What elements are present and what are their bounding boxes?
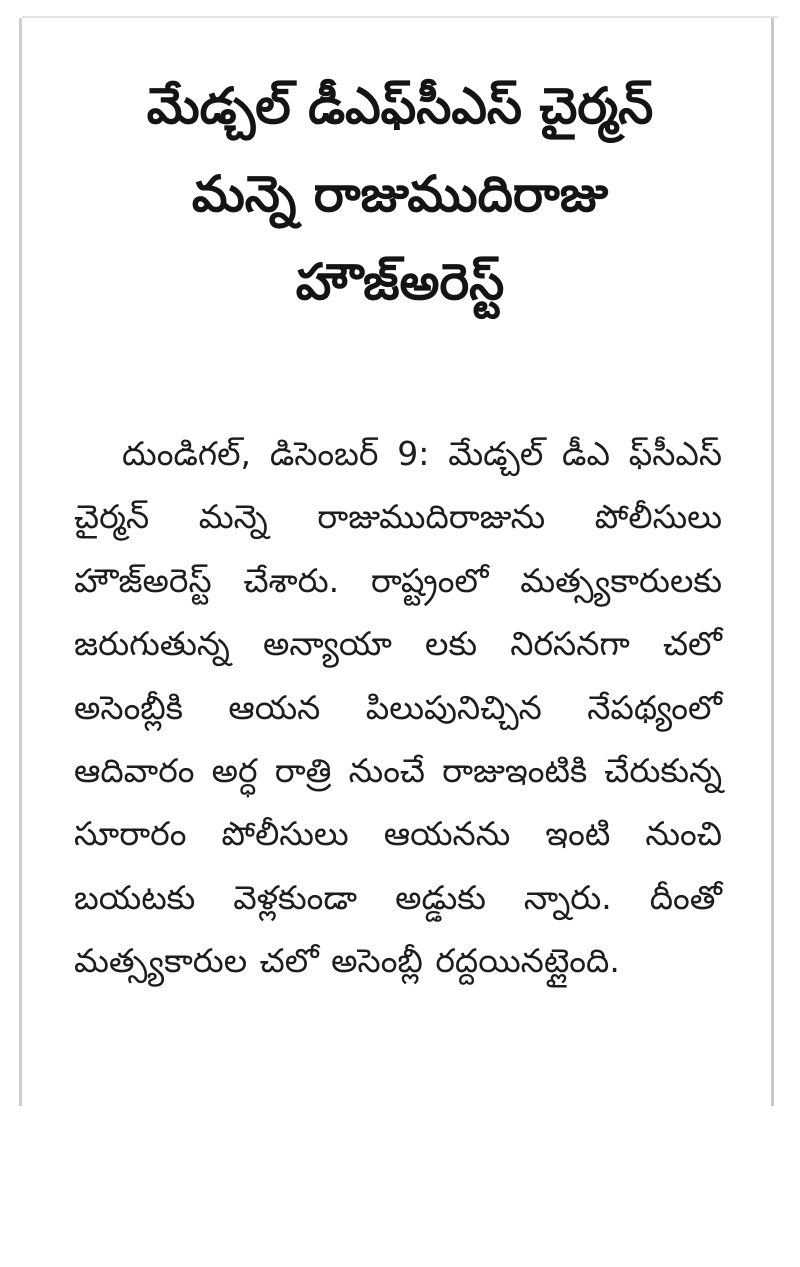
- article-headline: మేడ్చల్ డీఎఫ్‌సీఎస్ చైర్మన్ మన్నె రాజుముదిరాజు హౌజ్‌అరెస్ట్: [146, 77, 654, 311]
- column-rule-right: [771, 18, 774, 1106]
- column-rule-left: [19, 18, 22, 1106]
- article-body: దుండిగల్, డిసెంబర్ 9: మేడ్చల్ డీఎ ఫ్‌సీఎస్ చైర్మన్ మన్నె రాజుముదిరాజును పోలీసులు హౌజ్‌అరెస్ట్ చేశారు. రాష్ట్రంలో మత్స్యకారులకు జరుగుతున్న అన్యాయా లకు నిరసనగా చలో అసెంబ్లీకి ఆయన పిలుపునిచ్చిన నేపథ్యంలో ఆదివారం అర్ధ రాత్రి నుంచే రాజుఇంటికి చేరుకున్న సూరారం పోలీసులు ఆయనను ఇంటి నుంచి బయటకు వెళ్లకుండా అడ్డుకు న్నారు. దీంతో మత్స్యకారుల చలో అసెంబ్లీ రద్దయినట్లైంది.: [74, 434, 722, 981]
- top-rule: [22, 16, 778, 18]
